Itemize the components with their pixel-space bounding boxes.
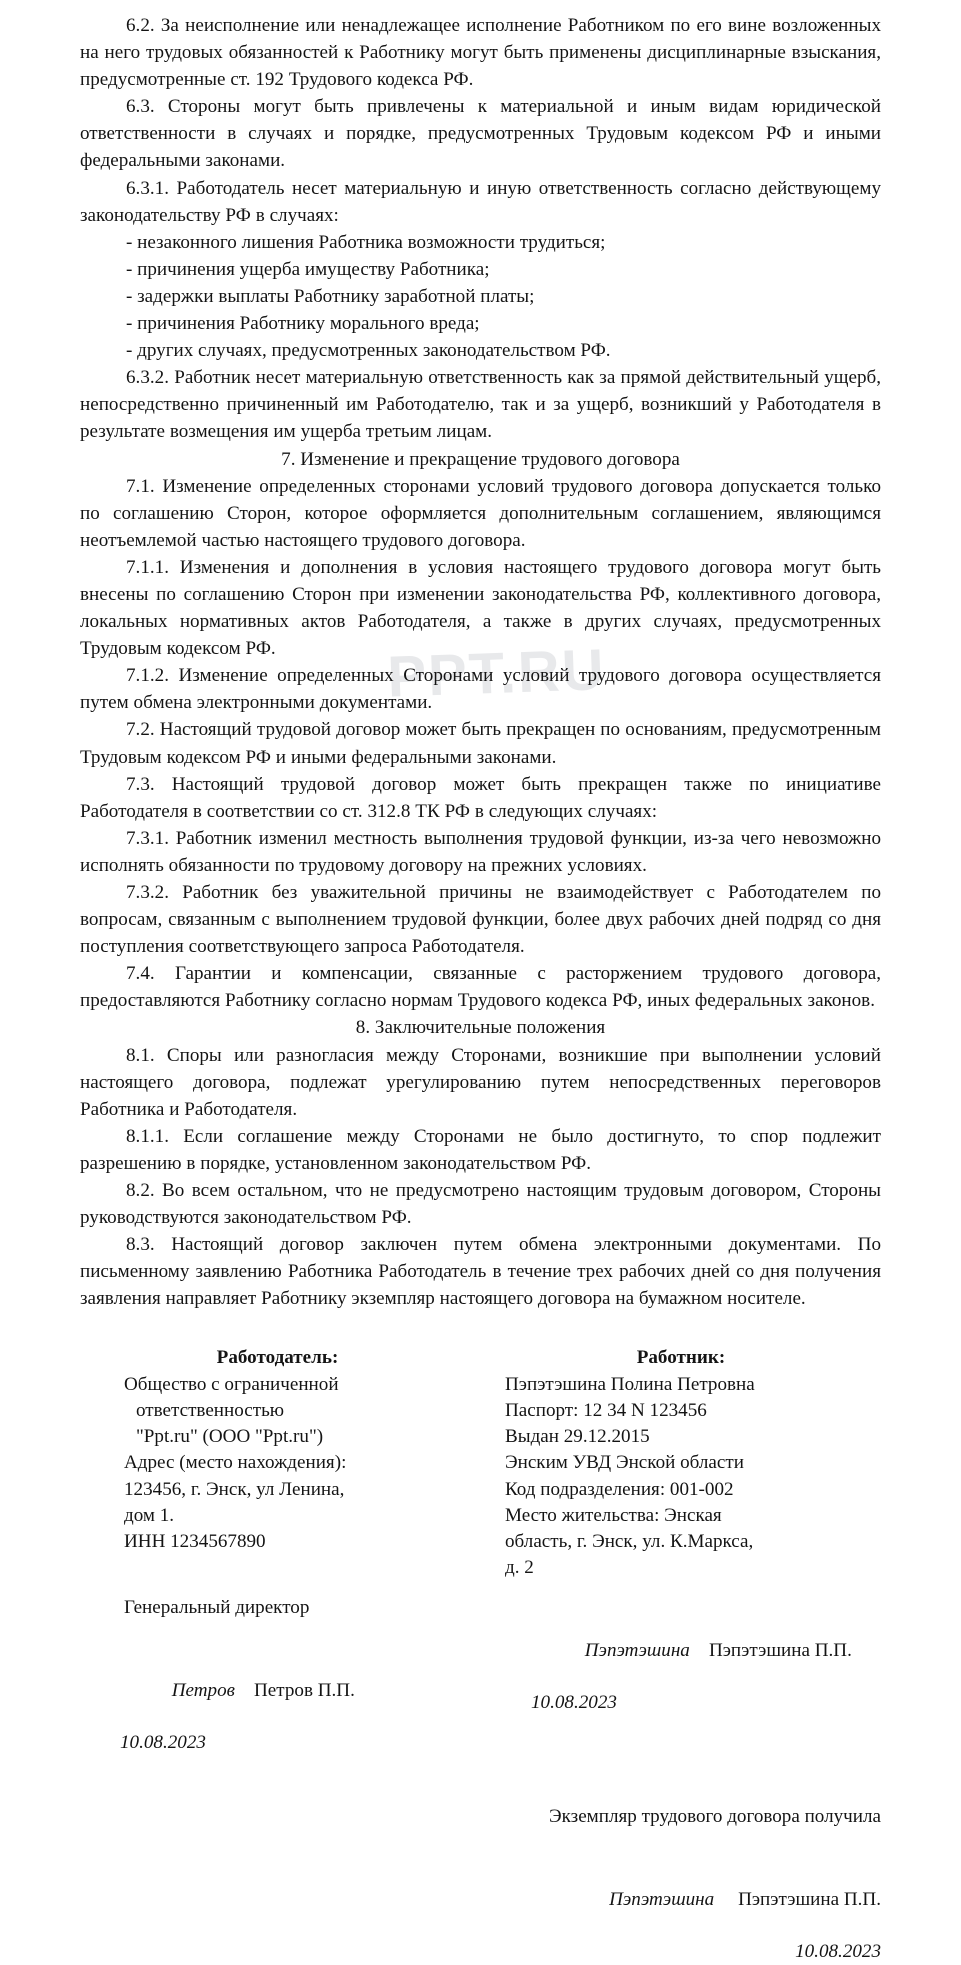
employer-signature-row xyxy=(80,1651,475,1730)
signature-spacer xyxy=(690,1640,709,1661)
employer-role: Генеральный директор xyxy=(124,1597,310,1619)
paragraph-8-2: 8.2. Во всем остальном, что не предусмотрено настоящим трудовым договором, Стороны руководствуются законодательством РФ. xyxy=(80,1180,881,1229)
section-heading-8: 8. Заключительные положения xyxy=(355,1017,606,1039)
employer-detail-line: дом 1. xyxy=(124,1504,175,1526)
receipt-signature-name: Пэпэтэшина П.П. xyxy=(738,1888,881,1910)
employer-detail-line: ИНН 1234567890 xyxy=(124,1530,266,1552)
employer-signature-column xyxy=(80,1345,475,1757)
paragraph-7-3: 7.3. Настоящий трудовой договор может быть прекращен также по инициативе Работодателя в соответствии со ст. 312.8 ТК РФ в следующих случаях: xyxy=(80,773,881,822)
list-item: - других случаях, предусмотренных законодательством РФ. xyxy=(126,340,611,362)
employee-detail-line: Код подразделения: 001-002 xyxy=(505,1478,734,1500)
ppt-ru-watermark: PPT.RU xyxy=(386,637,607,710)
paragraph-7-2: 7.2. Настоящий трудовой договор может быть прекращен по основаниям, предусмотренным Трудовым кодексом РФ и иными федеральными законами. xyxy=(80,719,881,768)
receipt-signature-date: 10.08.2023 xyxy=(795,1940,881,1962)
employer-detail-line: 123456, г. Энск, ул Ленина, xyxy=(124,1478,345,1500)
employer-handwritten-signature: Петров xyxy=(171,1679,235,1701)
receipt-note: Экземпляр трудового договора получила xyxy=(549,1806,881,1828)
paragraph-7-1-1: 7.1.1. Изменения и дополнения в условия настоящего трудового договора могут быть внесены по соглашению Сторон при изменении законодательства РФ, коллективного договора, локальных нормативных актов Работодателя, а также в других случаях, предусмотренных Трудовым кодексом РФ. xyxy=(80,556,881,660)
employer-signature-name: Петров П.П. xyxy=(254,1679,355,1701)
paragraph-7-3-1: 7.3.1. Работник изменил местность выполнения трудовой функции, из-за чего невозможно исполнять обязанности по трудовому договору на прежних условиях. xyxy=(80,827,881,876)
employer-party-title: Работодатель: xyxy=(216,1346,339,1368)
paragraph-6-3: 6.3. Стороны могут быть привлечены к материальной и иным видам юридической ответственности в случаях и порядке, предусмотренных Трудовым кодексом РФ и иными федеральными законами. xyxy=(80,96,881,172)
employee-detail-line: Место жительства: Энская xyxy=(505,1504,722,1526)
employer-signature-date: 10.08.2023 xyxy=(120,1731,206,1753)
employer-detail-line: Адрес (место нахождения): xyxy=(124,1452,347,1474)
employer-detail-line: Общество с ограниченной xyxy=(124,1373,339,1395)
list-item: - незаконного лишения Работника возможности трудиться; xyxy=(126,231,606,253)
paragraph-7-1: 7.1. Изменение определенных сторонами условий трудового договора допускается только по соглашению Сторон, которое оформляется дополнительным соглашением, являющимся неотъемлемой частью настоящего трудового договора. xyxy=(80,475,881,551)
receipt-handwritten-signature: Пэпэтэшина xyxy=(609,1888,715,1910)
paragraph-7-3-2: 7.3.2. Работник без уважительной причины не взаимодействует с Работодателем по вопросам, связанным с выполнением трудовой функции, более двух рабочих дней подряд со дня поступления соответствующего запроса Работодателя. xyxy=(80,882,881,958)
employee-party-title: Работник: xyxy=(636,1346,726,1368)
paragraph-6-3-2: 6.3.2. Работник несет материальную ответственность как за прямой действительный ущерб, непосредственно причиненный им Работодателю, так и за ущерб, возникший у Работодателя в результате возмещения им ущерба третьим лицам. xyxy=(80,367,881,443)
employee-signature-row xyxy=(481,1611,881,1690)
list-item: - причинения ущерба имуществу Работника; xyxy=(126,258,490,280)
paragraph-8-1-1: 8.1.1. Если соглашение между Сторонами не было достигнуто, то спор подлежит разрешению в порядке, установленном законодательством РФ. xyxy=(80,1125,881,1174)
receipt-signature-row xyxy=(80,1860,881,1939)
paragraph-8-3: 8.3. Настоящий договор заключен путем обмена электронными документами. По письменному заявлению Работника Работодатель в течение трех рабочих дней со дня получения заявления направляет Работнику экземпляр настоящего договора на бумажном носителе. xyxy=(80,1234,881,1310)
employee-handwritten-signature: Пэпэтэшина xyxy=(584,1639,690,1661)
employee-signature-column xyxy=(481,1345,881,1757)
paragraph-7-4: 7.4. Гарантии и компенсации, связанные с расторжением трудового договора, предоставляются Работнику согласно нормам Трудового кодекса РФ, иных федеральных законов. xyxy=(80,963,881,1012)
list-item: - задержки выплаты Работнику заработной платы; xyxy=(126,285,535,307)
employee-detail-line: область, г. Энск, ул. К.Маркса, xyxy=(505,1530,754,1552)
employee-signature-name: Пэпэтэшина П.П. xyxy=(708,1639,852,1661)
employer-detail-line: "Ppt.ru" (ООО "Ppt.ru") xyxy=(136,1426,324,1448)
section-heading-7: 7. Изменение и прекращение трудового договора xyxy=(281,448,680,470)
paragraph-6-2: 6.2. За неисполнение или ненадлежащее исполнение Работником по его вине возложенных на него трудовых обязанностей к Работнику могут быть применены дисциплинарные взыскания, предусмотренные ст. 192 Трудового кодекса РФ. xyxy=(80,15,881,91)
employer-detail-line: ответственностью xyxy=(136,1399,285,1421)
paragraph-8-1: 8.1. Споры или разногласия между Сторонами, возникшие при выполнении условий настоящего договора, подлежат урегулированию путем непосредственных переговоров Работника и Работодателя. xyxy=(80,1044,881,1120)
employee-signature-date: 10.08.2023 xyxy=(531,1691,617,1713)
signature-block xyxy=(80,1345,881,1757)
signature-spacer xyxy=(714,1889,738,1910)
employee-detail-line: Паспорт: 12 34 N 123456 xyxy=(505,1399,707,1421)
document-content xyxy=(80,12,881,1965)
paragraph-7-1-2: 7.1.2. Изменение определенных Сторонами условий трудового договора осуществляется путем обмена электронными документами. xyxy=(80,665,881,714)
employee-detail-line: Пэпэтэшина Полина Петровна xyxy=(505,1373,755,1395)
list-item: - причинения Работнику морального вреда; xyxy=(126,313,480,335)
signature-spacer xyxy=(235,1680,254,1701)
employee-detail-line: д. 2 xyxy=(505,1557,534,1579)
employee-detail-line: Энским УВД Энской области xyxy=(505,1452,744,1474)
paragraph-6-3-1: 6.3.1. Работодатель несет материальную и иную ответственность согласно действующему законодательству РФ в случаях: xyxy=(80,177,881,226)
employee-detail-line: Выдан 29.12.2015 xyxy=(505,1426,650,1448)
